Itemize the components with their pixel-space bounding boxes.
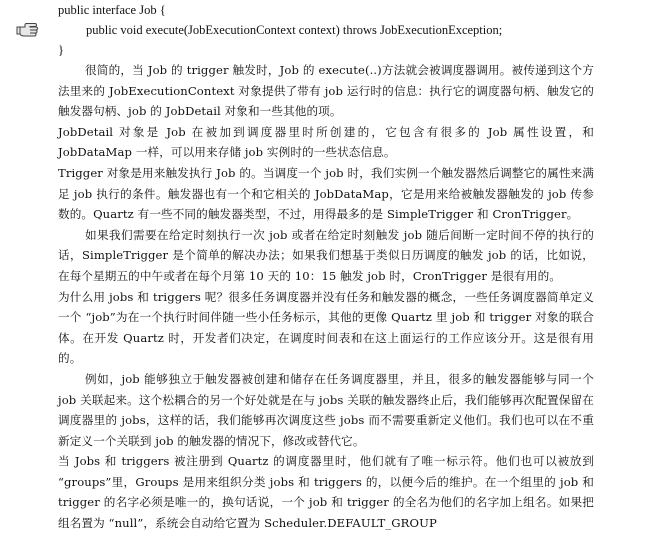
paragraph-simpletrigger: 如果我们需要在给定时刻执行一次 job 或者在给定时刻触发 job 随后间断一定时间不停的执行的话，SimpleTrigger 是个简单的解决办法；如果我们想基于类似日历调度的触发 job 的话，比如说，在每个星期五的中午或者在每个月第 10 天的 10：15 触发 job 时，CronTrigger 是很有用的。 [58, 227, 594, 283]
body-text [58, 60, 594, 534]
code-block [58, 0, 658, 60]
paragraph-jobdetail: JobDetail 对象是 Job 在被加到调度器里时所创建的，它包含有很多的 Job 属性设置，和 JobDataMap 一样，可以用来存储 job 实例时的一些状态信息。 [58, 124, 594, 160]
paragraph-groups: 当 Jobs 和 triggers 被注册到 Quartz 的调度器里时，他们就有了唯一标示符。他们也可以被放到 “groups”里，Groups 是用来组织分类 jobs 和 triggers 的，以便今后的维护。在一个组里的 job 和 trigger 的名字必须是唯一的，换句话说，一个 job 和 trigger 的全名为他们的名字加上组名。如果把组名置为 “null”，系统会自动给它置为 Scheduler.DEFAULT_GROUP [58, 454, 594, 531]
paragraph-trigger: Trigger 对象是用来触发执行 Job 的。当调度一个 job 时，我们实例一个触发器然后调整它的属性来满足 job 执行的条件。触发器也有一个和它相关的 JobDataMap，它是用来给被触发器触发的 job 传参数的。Quartz 有一些不同的触发器类型，不过，用得最多的是 SimpleTrigger 和 CronTrigger。 [58, 165, 594, 222]
pointing-hand-icon [16, 20, 40, 40]
page-bottom-edge [0, 552, 667, 558]
code-line-interface: public interface Job { [58, 3, 166, 17]
code-line-method: public void execute(JobExecutionContext context) throws JobExecutionException; [86, 23, 503, 37]
code-line-close: } [58, 43, 64, 57]
paragraph-job-execute: 很简的，当 Job 的 trigger 触发时，Job 的 execute(..)方法就会被调度器调用。被传递到这个方法里来的 JobExecutionContext 对象提供了带有 job 运行时的信息：执行它的调度器句柄、触发它的触发器句柄、job 的 JobDetail 对象和一些其他的项。 [58, 63, 594, 119]
paragraph-why-jobs-triggers: 为什么用 jobs 和 triggers 呢？很多任务调度器并没有任务和触发器的概念，一些任务调度器简单定义一个 “job”为在一个执行时间伴随一些小任务标示，其他的更像 Quartz 里 job 和 trigger 对象的联合体。在开发 Quartz 时，开发者们决定，在调度时间表和在这上面运行的工作应该分开。这是很有用的。 [58, 289, 594, 366]
paragraph-example: 例如，job 能够独立于触发器被创建和储存在任务调度器里，并且，很多的触发器能够与同一个 job 关联起来。这个松耦合的另一个好处就是在与 jobs 关联的触发器终止后，我们能够再次配置保留在调度器里的 jobs，这样的话，我们能够再次调度这些 jobs 而不需要重新定义他们。我们也可以在不重新定义一个关联到 job 的触发器的情况下，修改或替代它。 [58, 371, 594, 448]
